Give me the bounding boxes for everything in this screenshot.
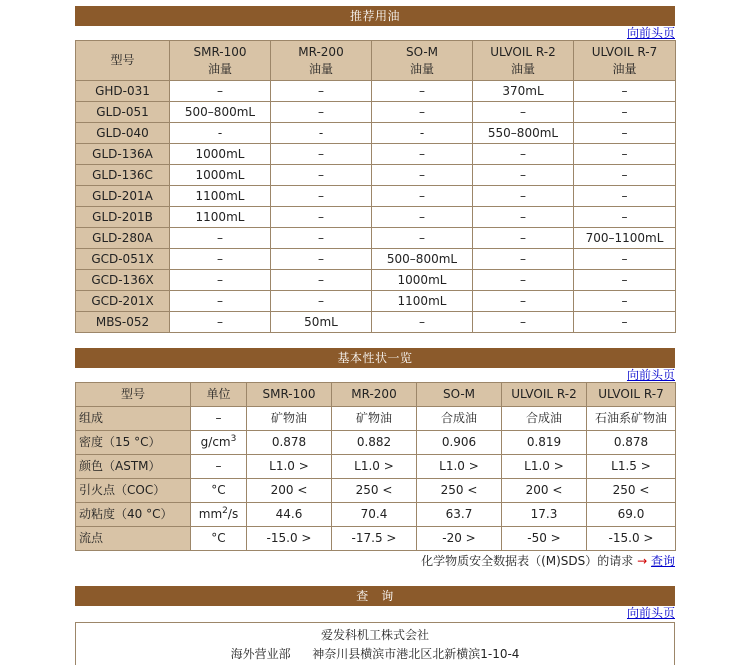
oil-amount-cell: – bbox=[372, 165, 473, 186]
oil-amount-cell: – bbox=[170, 291, 271, 312]
oil-amount-cell: – bbox=[574, 102, 676, 123]
row-model-label: MBS-052 bbox=[76, 312, 170, 333]
oil-amount-cell: – bbox=[574, 123, 676, 144]
contact-box bbox=[75, 622, 675, 665]
table-row bbox=[76, 249, 676, 270]
oil-amount-cell: – bbox=[473, 249, 574, 270]
property-value-cell: L1.0 > bbox=[332, 455, 417, 479]
oil-amount-cell: – bbox=[271, 81, 372, 102]
table-row bbox=[76, 479, 676, 503]
table-row bbox=[76, 207, 676, 228]
oil-amount-cell: 500–800mL bbox=[372, 249, 473, 270]
property-unit: °C bbox=[191, 527, 247, 551]
property-value-cell: 矿物油 bbox=[247, 407, 332, 431]
table-row bbox=[76, 270, 676, 291]
table-row bbox=[76, 527, 676, 551]
property-unit: °C bbox=[191, 479, 247, 503]
oil-amount-cell: – bbox=[574, 291, 676, 312]
table-row bbox=[76, 102, 676, 123]
oil-amount-cell: – bbox=[372, 102, 473, 123]
oil-amount-cell: – bbox=[170, 228, 271, 249]
column-header-oil: ULVOIL R-7 油量 bbox=[574, 41, 676, 81]
oil-amount-cell: 550–800mL bbox=[473, 123, 574, 144]
basic-properties-table bbox=[75, 382, 676, 551]
property-value-cell: 0.882 bbox=[332, 431, 417, 455]
row-model-label: GLD-136C bbox=[76, 165, 170, 186]
row-model-label: GLD-040 bbox=[76, 123, 170, 144]
oil-amount-cell: 1000mL bbox=[170, 165, 271, 186]
property-label: 组成 bbox=[76, 407, 191, 431]
oil-amount-cell: – bbox=[271, 270, 372, 291]
column-header-oil: SMR-100 油量 bbox=[170, 41, 271, 81]
property-value-cell: 250 < bbox=[417, 479, 502, 503]
row-model-label: GLD-136A bbox=[76, 144, 170, 165]
property-value-cell: 250 < bbox=[332, 479, 417, 503]
oil-amount-cell: – bbox=[473, 144, 574, 165]
property-unit: $mm^2/s$ bbox=[191, 503, 247, 527]
oil-amount-cell: 1100mL bbox=[372, 291, 473, 312]
property-value-cell: 63.7 bbox=[417, 503, 502, 527]
oil-amount-cell: 500–800mL bbox=[170, 102, 271, 123]
column-header-oil: SMR-100 bbox=[247, 383, 332, 407]
oil-amount-cell: – bbox=[473, 102, 574, 123]
property-value-cell: 0.878 bbox=[247, 431, 332, 455]
column-header-oil: MR-200 油量 bbox=[271, 41, 372, 81]
column-header-unit: 单位 bbox=[191, 383, 247, 407]
row-model-label: GLD-201A bbox=[76, 186, 170, 207]
row-model-label: GLD-051 bbox=[76, 102, 170, 123]
property-value-cell: 17.3 bbox=[502, 503, 587, 527]
contact-address-line bbox=[76, 643, 674, 665]
oil-amount-cell: 1100mL bbox=[170, 186, 271, 207]
table-row bbox=[76, 291, 676, 312]
table-row bbox=[76, 312, 676, 333]
property-value-cell: L1.0 > bbox=[502, 455, 587, 479]
oil-amount-cell: – bbox=[271, 207, 372, 228]
column-header-oil: ULVOIL R-2 油量 bbox=[473, 41, 574, 81]
property-unit: $g/cm^3$ bbox=[191, 431, 247, 455]
oil-amount-cell: – bbox=[473, 186, 574, 207]
oil-amount-cell: – bbox=[372, 312, 473, 333]
oil-amount-cell: – bbox=[574, 270, 676, 291]
oil-amount-cell: – bbox=[473, 207, 574, 228]
row-model-label: GHD-031 bbox=[76, 81, 170, 102]
property-value-cell: 矿物油 bbox=[332, 407, 417, 431]
oil-amount-cell: – bbox=[170, 81, 271, 102]
column-header-model: 型号 bbox=[76, 383, 191, 407]
property-label: 密度（15 °C） bbox=[76, 431, 191, 455]
oil-amount-cell: 1100mL bbox=[170, 207, 271, 228]
oil-amount-cell: – bbox=[170, 249, 271, 270]
property-value-cell: -20 > bbox=[417, 527, 502, 551]
oil-amount-cell: – bbox=[574, 165, 676, 186]
section-title-basic-properties bbox=[75, 348, 675, 368]
oil-amount-cell: – bbox=[473, 312, 574, 333]
row-model-label: GLD-201B bbox=[76, 207, 170, 228]
property-value-cell: 石油系矿物油 bbox=[587, 407, 676, 431]
sds-request-note bbox=[421, 554, 675, 568]
property-value-cell: 250 < bbox=[587, 479, 676, 503]
property-value-cell: 合成油 bbox=[417, 407, 502, 431]
column-header-oil: ULVOIL R-2 bbox=[502, 383, 587, 407]
column-header-model: 型号 bbox=[76, 41, 170, 81]
table-row bbox=[76, 407, 676, 431]
column-header-oil: SO-M bbox=[417, 383, 502, 407]
property-unit: – bbox=[191, 455, 247, 479]
property-value-cell: L1.5 > bbox=[587, 455, 676, 479]
oil-amount-cell: – bbox=[271, 291, 372, 312]
oil-amount-cell: 1000mL bbox=[372, 270, 473, 291]
oil-amount-cell: – bbox=[574, 81, 676, 102]
row-model-label: GCD-136X bbox=[76, 270, 170, 291]
table-header-row bbox=[76, 41, 676, 81]
address: 神奈川县横滨市港北区北新横滨1-10-4 bbox=[312, 647, 520, 661]
property-value-cell: 0.878 bbox=[587, 431, 676, 455]
property-value-cell: -50 > bbox=[502, 527, 587, 551]
column-header-oil: ULVOIL R-7 bbox=[587, 383, 676, 407]
table-row bbox=[76, 186, 676, 207]
oil-amount-cell: 50mL bbox=[271, 312, 372, 333]
oil-amount-cell: – bbox=[170, 312, 271, 333]
property-value-cell: -15.0 > bbox=[247, 527, 332, 551]
section-title-recommended-oil bbox=[75, 6, 675, 26]
property-unit: – bbox=[191, 407, 247, 431]
oil-amount-cell: – bbox=[170, 270, 271, 291]
oil-amount-cell: – bbox=[372, 81, 473, 102]
table-row bbox=[76, 503, 676, 527]
row-model-label: GLD-280A bbox=[76, 228, 170, 249]
row-model-label: GCD-051X bbox=[76, 249, 170, 270]
property-value-cell: 合成油 bbox=[502, 407, 587, 431]
property-value-cell: 44.6 bbox=[247, 503, 332, 527]
oil-amount-cell: – bbox=[473, 291, 574, 312]
oil-amount-cell: – bbox=[473, 270, 574, 291]
oil-amount-cell: – bbox=[271, 186, 372, 207]
property-value-cell: L1.0 > bbox=[247, 455, 332, 479]
property-value-cell: -17.5 > bbox=[332, 527, 417, 551]
oil-amount-cell: – bbox=[473, 165, 574, 186]
oil-amount-cell: 1000mL bbox=[170, 144, 271, 165]
back-to-top-link[interactable]: 向前头页 bbox=[626, 606, 675, 620]
property-value-cell: L1.0 > bbox=[417, 455, 502, 479]
oil-amount-cell: – bbox=[271, 102, 372, 123]
oil-amount-cell: – bbox=[271, 249, 372, 270]
oil-amount-cell: – bbox=[372, 207, 473, 228]
oil-amount-cell: – bbox=[271, 144, 372, 165]
table-row bbox=[76, 144, 676, 165]
table-row bbox=[76, 165, 676, 186]
oil-amount-cell: – bbox=[574, 186, 676, 207]
sds-inquiry-link[interactable]: 查询 bbox=[650, 554, 675, 568]
property-value-cell: 70.4 bbox=[332, 503, 417, 527]
oil-amount-cell: – bbox=[372, 144, 473, 165]
section-title-text: 查 询 bbox=[356, 589, 394, 603]
table-row bbox=[76, 431, 676, 455]
oil-amount-cell: 700–1100mL bbox=[574, 228, 676, 249]
property-value-cell: 0.906 bbox=[417, 431, 502, 455]
oil-amount-cell: – bbox=[574, 312, 676, 333]
property-value-cell: -15.0 > bbox=[587, 527, 676, 551]
row-model-label: GCD-201X bbox=[76, 291, 170, 312]
property-label: 流点 bbox=[76, 527, 191, 551]
oil-amount-cell: – bbox=[372, 228, 473, 249]
table-row bbox=[76, 81, 676, 102]
section-title-inquiry bbox=[75, 586, 675, 606]
property-value-cell: 200 < bbox=[247, 479, 332, 503]
oil-amount-cell: – bbox=[271, 228, 372, 249]
oil-amount-cell: - bbox=[170, 123, 271, 144]
oil-amount-cell: – bbox=[271, 165, 372, 186]
oil-amount-cell: – bbox=[574, 207, 676, 228]
section-title-text: 基本性状一览 bbox=[337, 351, 413, 365]
recommended-oil-table bbox=[75, 40, 676, 333]
property-label: 引火点（COC） bbox=[76, 479, 191, 503]
property-label: 动粘度（40 °C） bbox=[76, 503, 191, 527]
section-title-text: 推荐用油 bbox=[349, 9, 400, 23]
table-row bbox=[76, 123, 676, 144]
table-header-row bbox=[76, 383, 676, 407]
oil-amount-cell: 370mL bbox=[473, 81, 574, 102]
back-to-top-link[interactable]: 向前头页 bbox=[626, 368, 675, 382]
column-header-oil: MR-200 bbox=[332, 383, 417, 407]
table-row bbox=[76, 228, 676, 249]
company-name: 爱发科机工株式会社 bbox=[320, 628, 429, 642]
property-value-cell: 0.819 bbox=[502, 431, 587, 455]
arrow-right-icon: → bbox=[637, 554, 648, 568]
back-to-top-link[interactable]: 向前头页 bbox=[626, 26, 675, 40]
sds-note-text: 化学物质安全数据表（(M)SDS）的请求 bbox=[421, 554, 634, 568]
oil-amount-cell: - bbox=[271, 123, 372, 144]
department-name: 海外营业部 bbox=[230, 647, 291, 661]
oil-amount-cell: – bbox=[574, 144, 676, 165]
column-header-oil: SO-M 油量 bbox=[372, 41, 473, 81]
property-label: 颜色（ASTM） bbox=[76, 455, 191, 479]
oil-amount-cell: - bbox=[372, 123, 473, 144]
oil-amount-cell: – bbox=[473, 228, 574, 249]
property-value-cell: 200 < bbox=[502, 479, 587, 503]
oil-amount-cell: – bbox=[574, 249, 676, 270]
property-value-cell: 69.0 bbox=[587, 503, 676, 527]
table-row bbox=[76, 455, 676, 479]
oil-amount-cell: – bbox=[372, 186, 473, 207]
